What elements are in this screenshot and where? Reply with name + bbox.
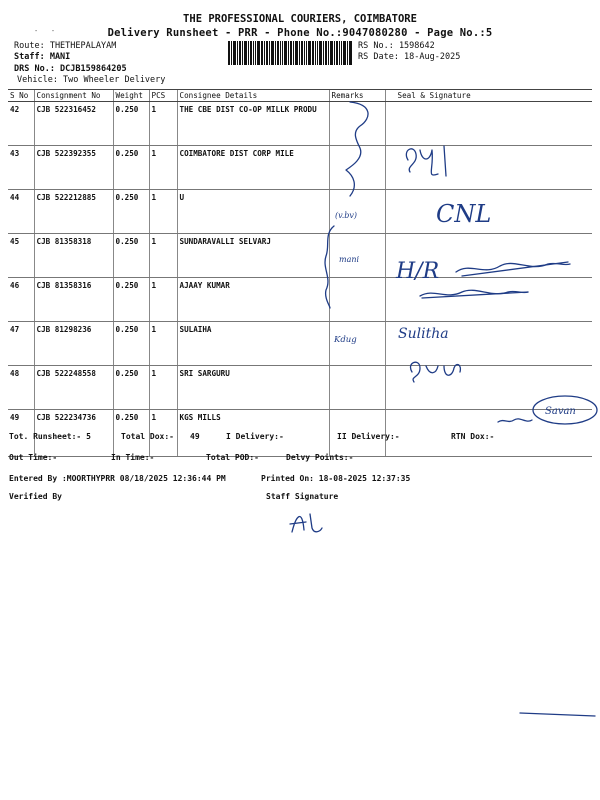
table-row xyxy=(8,234,592,278)
consignment-number: CJB 522248558 xyxy=(34,366,113,410)
serial-number: 44 xyxy=(8,190,34,234)
weight: 0.250 xyxy=(113,190,149,234)
rtn-dox: RTN Dox:- xyxy=(451,432,495,441)
pieces: 1 xyxy=(149,366,177,410)
vehicle-label: Vehicle: Two Wheeler Delivery xyxy=(17,75,166,85)
pieces: 1 xyxy=(149,322,177,366)
consignment-number: CJB 522392355 xyxy=(34,146,113,190)
signature-cell xyxy=(385,366,592,410)
consignment-number: CJB 522212885 xyxy=(34,190,113,234)
signature-47-text: Sulitha xyxy=(398,326,449,342)
consignee-details: SUNDARAVALLI SELVARJ xyxy=(177,234,329,278)
pieces: 1 xyxy=(149,234,177,278)
serial-number: 46 xyxy=(8,278,34,322)
i-delivery: I Delivery:- xyxy=(226,432,284,441)
serial-number: 42 xyxy=(8,102,34,146)
serial-number: 48 xyxy=(8,366,34,410)
weight: 0.250 xyxy=(113,234,149,278)
pieces: 1 xyxy=(149,278,177,322)
column-header: Consignment No xyxy=(34,90,113,102)
signature-cell xyxy=(385,102,592,146)
column-header: S No xyxy=(8,90,34,102)
weight: 0.250 xyxy=(113,278,149,322)
weight: 0.250 xyxy=(113,366,149,410)
weight: 0.250 xyxy=(113,146,149,190)
runsheet-title: Delivery Runsheet - PRR - Phone No.:9047080280 - Page No.:5 xyxy=(107,27,493,39)
table-row xyxy=(8,146,592,190)
out-time: Out Time:- xyxy=(9,453,58,462)
consignee-details: U xyxy=(177,190,329,234)
signature-44-text: CNL xyxy=(436,200,492,228)
pieces: 1 xyxy=(149,146,177,190)
consignee-details: AJAAY KUMAR xyxy=(177,278,329,322)
staff-label: Staff: MANI xyxy=(14,52,71,62)
remarks-cell xyxy=(329,278,385,322)
weight: 0.250 xyxy=(113,322,149,366)
remarks-cell xyxy=(329,190,385,234)
pieces: 1 xyxy=(149,410,177,457)
remark-47-text: Kdug xyxy=(334,335,357,345)
remark-46-text: mani xyxy=(339,255,360,264)
remarks-cell xyxy=(329,102,385,146)
entered-by: Entered By :MOORTHYPRR 08/18/2025 12:36:44 PM xyxy=(9,474,226,483)
barcode xyxy=(228,41,352,65)
total-dox-value: 49 xyxy=(190,432,200,441)
consignee-details: COIMBATORE DIST CORP MILE xyxy=(177,146,329,190)
signature-49-text: Savan xyxy=(545,406,576,417)
remark-44-text: (v.bv) xyxy=(335,211,357,220)
consignee-details: THE CBE DIST CO-OP MILLK PRODU xyxy=(177,102,329,146)
bottom-stroke xyxy=(520,713,595,716)
company-title: THE PROFESSIONAL COURIERS, COIMBATORE xyxy=(183,13,417,25)
in-time: In Time:- xyxy=(111,453,155,462)
remarks-cell xyxy=(329,322,385,366)
column-header: Remarks xyxy=(329,90,385,102)
header-marks: - - xyxy=(34,27,56,35)
table-header-row xyxy=(8,90,592,102)
signature-cell xyxy=(385,190,592,234)
remarks-cell xyxy=(329,146,385,190)
signature-cell xyxy=(385,146,592,190)
signature-46-text: H/R xyxy=(396,259,440,284)
consignment-number: CJB 81358316 xyxy=(34,278,113,322)
consignee-details: SULAIHA xyxy=(177,322,329,366)
printed-on: Printed On: 18-08-2025 12:37:35 xyxy=(261,474,411,483)
ii-delivery: II Delivery:- xyxy=(337,432,400,441)
consignment-number: CJB 81298236 xyxy=(34,322,113,366)
table-row xyxy=(8,278,592,322)
serial-number: 49 xyxy=(8,410,34,457)
consignee-details: SRI SARGURU xyxy=(177,366,329,410)
serial-number: 43 xyxy=(8,146,34,190)
column-header: Seal & Signature xyxy=(385,90,592,102)
consignment-number: CJB 522234736 xyxy=(34,410,113,457)
rs-date: RS Date: 18-Aug-2025 xyxy=(358,52,461,62)
serial-number: 47 xyxy=(8,322,34,366)
delivery-points: Delvy Points:- xyxy=(286,453,354,462)
runsheet-table xyxy=(8,89,592,457)
verified-by: Verified By xyxy=(9,492,62,501)
drs-number: DRS No.: DCJB159864205 xyxy=(14,64,127,74)
signature-cell xyxy=(385,322,592,366)
remarks-cell xyxy=(329,366,385,410)
column-header: Weight xyxy=(113,90,149,102)
table-row xyxy=(8,102,592,146)
table-row xyxy=(8,322,592,366)
serial-number: 45 xyxy=(8,234,34,278)
rs-number: RS No.: 1598642 xyxy=(358,41,435,51)
signature-cell xyxy=(385,278,592,322)
consignee-details: KGS MILLS xyxy=(177,410,329,457)
column-header: PCS xyxy=(149,90,177,102)
remarks-cell xyxy=(329,234,385,278)
staff-signature-mark xyxy=(290,514,322,532)
weight: 0.250 xyxy=(113,102,149,146)
total-dox-label: Total Dox:- xyxy=(121,432,174,441)
pieces: 1 xyxy=(149,190,177,234)
pieces: 1 xyxy=(149,102,177,146)
signature-cell xyxy=(385,234,592,278)
table-row xyxy=(8,410,592,457)
total-runsheet: Tot. Runsheet:- 5 xyxy=(9,432,91,441)
weight: 0.250 xyxy=(113,410,149,457)
consignment-number: CJB 81358318 xyxy=(34,234,113,278)
table-row xyxy=(8,366,592,410)
total-pod: Total POD:- xyxy=(206,453,259,462)
table-row xyxy=(8,190,592,234)
route-label: Route: THETHEPALAYAM xyxy=(14,41,117,51)
column-header: Consignee Details xyxy=(177,90,329,102)
consignment-number: CJB 522316452 xyxy=(34,102,113,146)
staff-signature-label: Staff Signature xyxy=(266,492,339,501)
